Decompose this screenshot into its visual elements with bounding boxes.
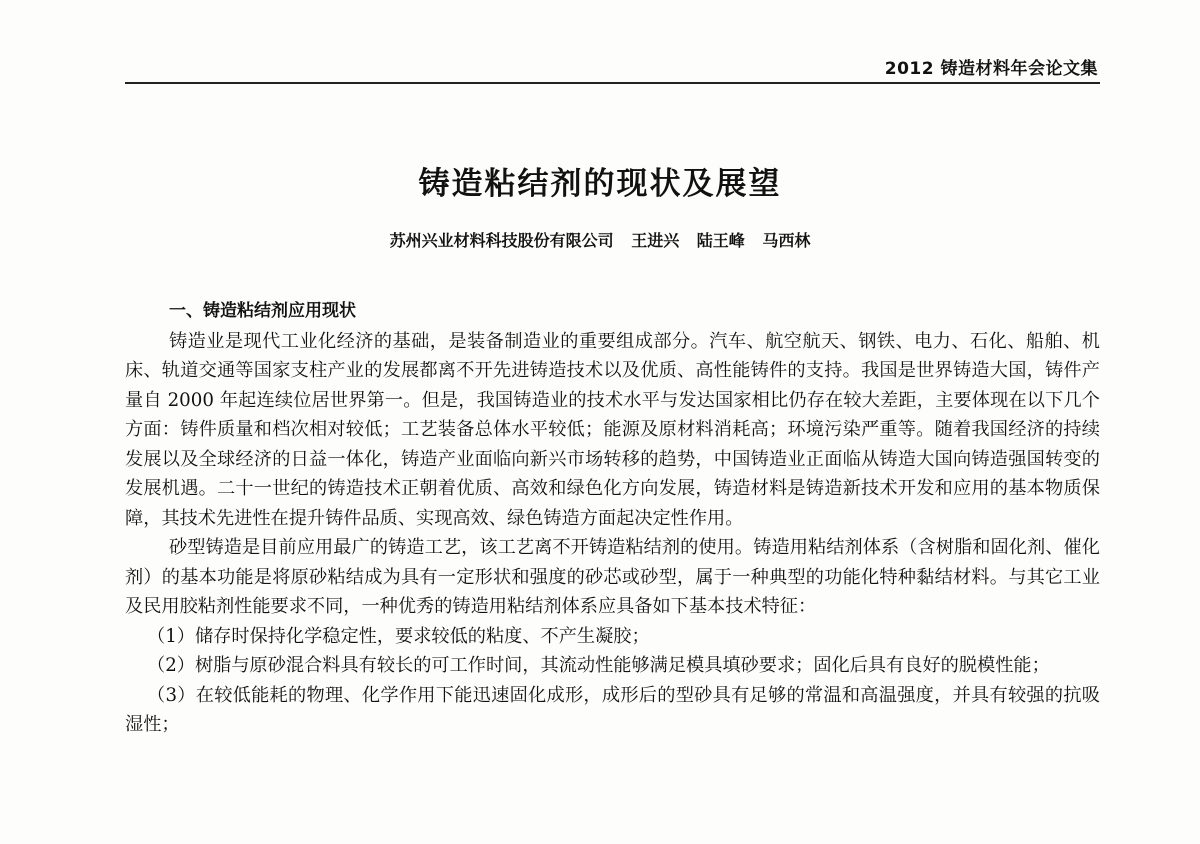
author-line [0, 228, 1200, 251]
author-name: 王进兴 [631, 231, 680, 250]
author-name: 陆王峰 [696, 231, 745, 250]
author-name: 马西林 [762, 231, 811, 250]
running-title: 2012 铸造材料年会论文集 [884, 59, 1098, 79]
article-title: 铸造粘结剂的现状及展望 [418, 166, 782, 202]
list-item: （3）在较低能耗的物理、化学作用下能迅速固化成形，成形后的型砂具有足够的常温和高温强度，并具有较强的抗吸湿性； [125, 684, 1100, 735]
section-heading: 一、铸造粘结剂应用现状 [169, 301, 356, 321]
paragraph: 铸造业是现代工业化经济的基础，是装备制造业的重要组成部分。汽车、航空航天、钢铁、电力、石化、船舶、机床、轨道交通等国家支柱产业的发展都离不开先进铸造技术以及优质、高性能铸件的支持。我国是世界铸造大国，铸件产量自 2000 年起连续位居世界第一。但是，我国铸造业的技术水平与发达国家相比仍存在较大差距，主要体现在以下几个方面：铸件质量和档次相对较低；工艺装备总体水平较低；能源及原材料消耗高；环境污染严重等。随着我国经济的持续发展以及全球经济的日益一体化，铸造产业面临向新兴市场转移的趋势，中国铸造业正面临从铸造大国向铸造强国转变的发展机遇。二十一世纪的铸造技术正朝着优质、高效和绿色化方向发展，铸造材料是铸造新技术开发和应用的基本物质保障，其技术先进性在提升铸件品质、实现高效、绿色铸造方面起决定性作用。 [125, 330, 1100, 529]
affiliation: 苏州兴业材料科技股份有限公司 [389, 231, 614, 250]
running-header [125, 46, 1100, 84]
paragraph: 砂型铸造是目前应用最广的铸造工艺，该工艺离不开铸造粘结剂的使用。铸造用粘结剂体系（含树脂和固化剂、催化剂）的基本功能是将原砂粘结成为具有一定形状和强度的砂芯或砂型，属于一种典型的功能化特种黏结材料。与其它工业及民用胶粘剂性能要求不同，一种优秀的铸造用粘结剂体系应具备如下基本技术特征： [125, 537, 1100, 617]
list-item: （2）树脂与原砂混合料具有较长的可工作时间，其流动性能够满足模具填砂要求；固化后具有良好的脱模性能； [147, 655, 1050, 676]
article-body [125, 297, 1100, 740]
list-item: （1）储存时保持化学稳定性，要求较低的粘度、不产生凝胶； [147, 625, 650, 647]
